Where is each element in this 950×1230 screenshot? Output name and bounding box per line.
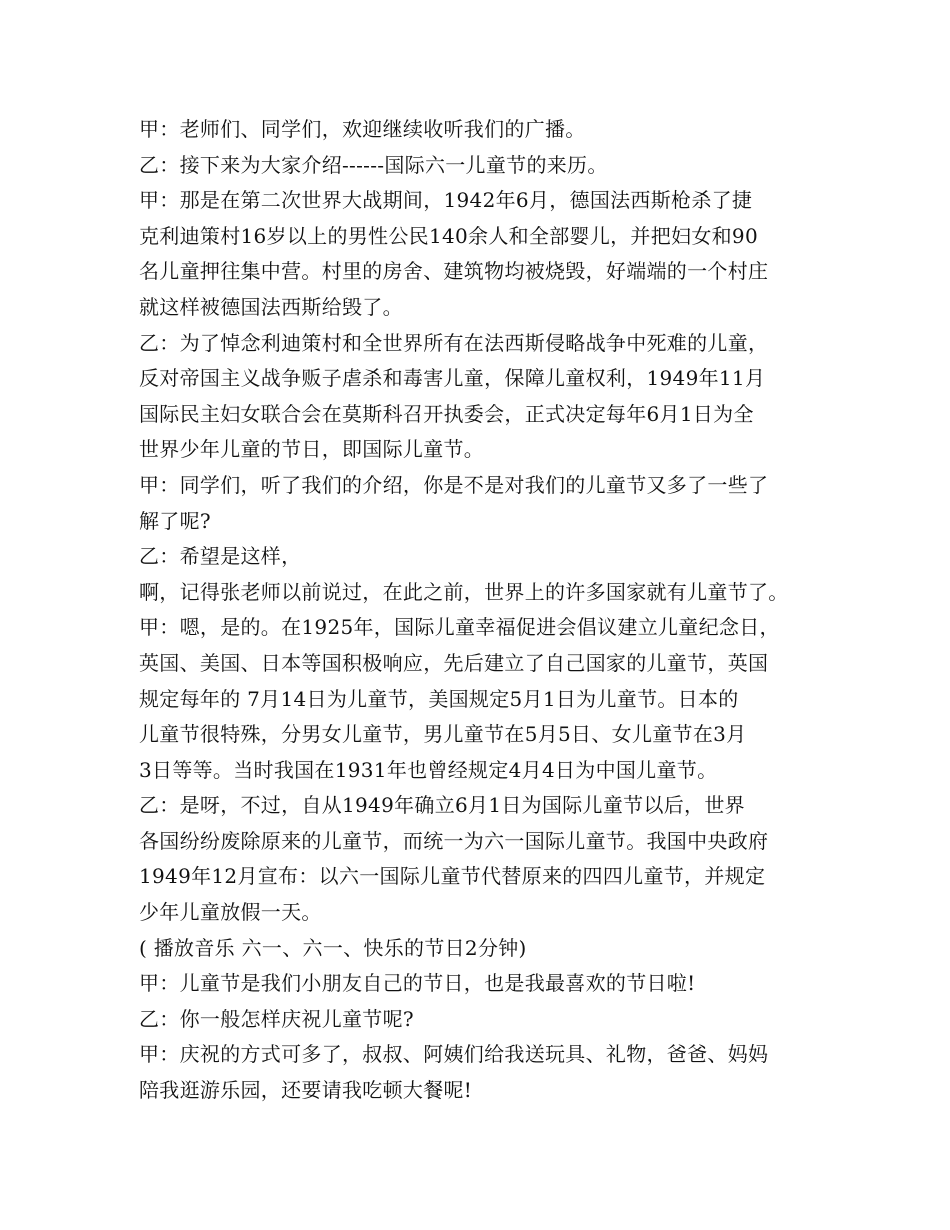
text-line: 甲：那是在第二次世界大战期间，1942年6月，德国法西斯枪杀了捷 xyxy=(139,188,753,213)
text-line: 世界少年儿童的节日，即国际儿童节。 xyxy=(139,437,485,462)
text-line: 陪我逛游乐园，还要请我吃顿大餐呢! xyxy=(139,1078,473,1103)
text-line: 乙：希望是这样， xyxy=(139,544,302,569)
text-line: 乙：是呀，不过，自从1949年确立6月1日为国际儿童节以后，世界 xyxy=(139,793,745,818)
text-line: 乙：你一般怎样庆祝儿童节呢? xyxy=(139,1006,414,1031)
text-line: 甲：同学们，听了我们的介绍，你是不是对我们的儿童节又多了一些了 xyxy=(139,472,769,497)
text-line: 解了呢? xyxy=(139,508,211,533)
text-line: 3日等等。当时我国在1931年也曾经规定4月4日为中国儿童节。 xyxy=(139,757,718,782)
text-line: 国际民主妇女联合会在莫斯科召开执委会，正式决定每年6月1日为全 xyxy=(139,401,754,426)
text-line: 英国、美国、日本等国积极响应，先后建立了自己国家的儿童节，英国 xyxy=(139,650,769,675)
text-line: 反对帝国主义战争贩子虐杀和毒害儿童，保障儿童权利，1949年11月 xyxy=(139,366,766,391)
document-body xyxy=(139,112,839,1109)
text-line: 甲：儿童节是我们小朋友自己的节日，也是我最喜欢的节日啦! xyxy=(139,971,696,996)
text-line: 甲：嗯，是的。在1925年，国际儿童幸福促进会倡议建立儿童纪念日， xyxy=(139,615,780,640)
text-line: 乙：为了悼念利迪策村和全世界所有在法西斯侵略战争中死难的儿童， xyxy=(139,330,769,355)
text-line: 名儿童押往集中营。村里的房舍、建筑物均被烧毁，好端端的一个村庄 xyxy=(139,259,769,284)
text-line: 乙：接下来为大家介绍------国际六一儿童节的来历。 xyxy=(139,152,608,177)
text-line: ( 播放音乐 六一、六一、快乐的节日2分钟) xyxy=(139,935,527,960)
text-line: 啊，记得张老师以前说过，在此之前，世界上的许多国家就有儿童节了。 xyxy=(139,579,789,604)
text-line: 甲：老师们、同学们，欢迎继续收听我们的广播。 xyxy=(139,117,586,141)
text-line: 儿童节很特殊，分男女儿童节，男儿童节在5月5日、女儿童节在3月 xyxy=(139,722,747,747)
text-line: 1949年12月宣布：以六一国际儿童节代替原来的四四儿童节，并规定 xyxy=(139,864,766,889)
text-line: 规定每年的 7月14日为儿童节，美国规定5月1日为儿童节。日本的 xyxy=(139,686,739,711)
text-line: 各国纷纷废除原来的儿童节，而统一为六一国际儿童节。我国中央政府 xyxy=(139,828,769,853)
text-line: 克利迪策村16岁以上的男性公民140余人和全部婴儿，并把妇女和90 xyxy=(139,223,758,248)
text-line: 甲：庆祝的方式可多了，叔叔、阿姨们给我送玩具、礼物，爸爸、妈妈 xyxy=(139,1042,769,1067)
text-line: 少年儿童放假一天。 xyxy=(139,900,322,925)
text-line: 就这样被德国法西斯给毁了。 xyxy=(139,294,403,319)
